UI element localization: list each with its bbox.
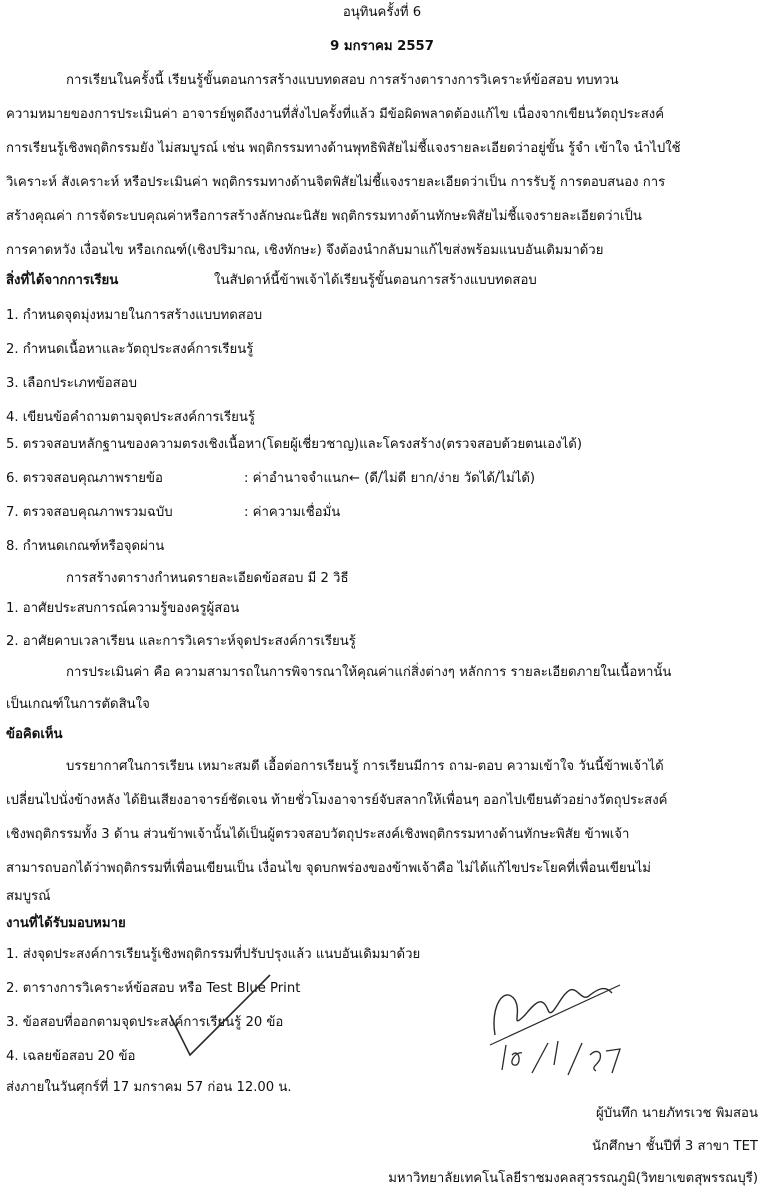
step-item: 7. ตรวจสอบคุณภาพรวมฉบับ bbox=[6, 505, 173, 520]
step-item: 3. เลือกประเภทข้อสอบ bbox=[6, 376, 137, 391]
step-6-detail: : ค่าอำนาจจำแนก← (ดี/ไม่ดี ยาก/ง่าย วัดได้/ไม่ได้) bbox=[244, 471, 536, 486]
step-item: 1. กำหนดจุดมุ่งหมายในการสร้างแบบทดสอบ bbox=[6, 308, 263, 323]
learned-lead: ในสัปดาห์นี้ข้าพเจ้าได้เรียนรู้ขั้นตอนการสร้างแบบทดสอบ bbox=[214, 273, 537, 288]
evaluation-line: เป็นเกณฑ์ในการตัดสินใจ bbox=[6, 697, 150, 712]
opinion-line: เชิงพฤติกรรมทั้ง 3 ด้าน ส่วนข้าพเจ้านั้นได้เป็นผู้ตรวจสอบวัตถุประสงค์เชิงพฤติกรรมทางด้านทักษะพิสัย ข้าพเจ้า bbox=[6, 827, 630, 842]
table-method: 1. อาศัยประสบการณ์ความรู้ของครูผู้สอน bbox=[6, 601, 240, 616]
checkmark-stroke bbox=[170, 975, 270, 1055]
assignment-deadline: ส่งภายในวันศุกร์ที่ 17 มกราคม 57 ก่อน 12.00 น. bbox=[6, 1080, 292, 1095]
assignment-item: 3. ข้อสอบที่ออกตามจุดประสงค์การเรียนรู้ 20 ข้อ bbox=[6, 1015, 284, 1030]
table-method: 2. อาศัยคาบเวลาเรียน และการวิเคราะห์จุดประสงค์การเรียนรู้ bbox=[6, 634, 356, 649]
opinion-line: บรรยากาศในการเรียน เหมาะสมดี เอื้อต่อการเรียนรู้ การเรียนมีการ ถาม-ตอบ ความเข้าใจ วันนี้ข้าพเจ้าได้ bbox=[66, 759, 664, 774]
intro-line: วิเคราะห์ สังเคราะห์ หรือประเมินค่า พฤติกรรมทางด้านจิตพิสัยไม่ชี้แจงรายละเอียดว่าเป็น การรับรู้ การตอบสนอง การ bbox=[6, 175, 666, 190]
opinion-line: เปลี่ยนไปนั่งข้างหลัง ได้ยินเสียงอาจารย์ชัดเจน ท้ายชั่วโมงอาจารย์จับสลากให้เพื่อนๆ ออกไปเขียนตัวอย่างวัตถุประสงค์ bbox=[6, 793, 668, 808]
step-item: 6. ตรวจสอบคุณภาพรายข้อ bbox=[6, 471, 163, 486]
opinion-heading: ข้อคิดเห็น bbox=[6, 727, 63, 742]
opinion-line: สามารถบอกได้ว่าพฤติกรรมที่เพื่อนเขียนเป็น เงื่อนไข จุดบกพร่องของข้าพเจ้าคือ ไม่ได้แก้ไขประโยคที่เพื่อนเขียนไม่ bbox=[6, 861, 651, 876]
intro-line: การเรียนในครั้งนี้ เรียนรู้ขั้นตอนการสร้างแบบทดสอบ การสร้างตารางการวิเคราะห์ข้อสอบ ทบทวน bbox=[66, 73, 619, 88]
date-scribble bbox=[502, 1041, 620, 1075]
learned-heading: สิ่งที่ได้จากการเรียน bbox=[6, 273, 119, 288]
page-title: อนุทินครั้งที่ 6 bbox=[342, 5, 422, 20]
intro-line: การคาดหวัง เงื่อนไข หรือเกณฑ์(เชิงปริมาณ, เชิงทักษะ) จึงต้องนำกลับมาแก้ไขส่งพร้อมแนบอันเดิมมาด้วย bbox=[6, 243, 604, 258]
step-item: 2. กำหนดเนื้อหาและวัตถุประสงค์การเรียนรู้ bbox=[6, 342, 254, 357]
table-lead: การสร้างตารางกำหนดรายละเอียดข้อสอบ มี 2 วิธี bbox=[66, 571, 349, 586]
step-7-detail: : ค่าความเชื่อมั่น bbox=[244, 505, 341, 520]
signature-underline bbox=[490, 985, 620, 1045]
step-item: 8. กำหนดเกณฑ์หรือจุดผ่าน bbox=[6, 539, 165, 554]
step-item: 5. ตรวจสอบหลักฐานของความตรงเชิงเนื้อหา(โดยผู้เชี่ยวชาญ)และโครงสร้าง(ตรวจสอบด้วยตนเองได้) bbox=[6, 437, 582, 452]
intro-line: การเรียนรู้เชิงพฤติกรรมยัง ไม่สมบูรณ์ เช่น พฤติกรรมทางด้านพุทธิพิสัยไม่ชี้แจงรายละเอียดว่าอยู่ขั้น รู้จำ เข้าใจ นำไปใช้ bbox=[6, 141, 681, 156]
evaluation-line: การประเมินค่า คือ ความสามารถในการพิจารณาให้คุณค่าแก่สิ่งต่างๆ หลักการ รายละเอียดภายในเนื้อหานั้น bbox=[66, 665, 672, 680]
assignment-item: 2. ตารางการวิเคราะห์ข้อสอบ หรือ Test Blue Print bbox=[6, 981, 301, 996]
footer-university: มหาวิทยาลัยเทคโนโลยีราชมงคลสุวรรณภูมิ(วิทยาเขตสุพรรณบุรี) bbox=[388, 1171, 758, 1186]
intro-line: สร้างคุณค่า การจัดระบบคุณค่าหรือการสร้างลักษณะนิสัย พฤติกรรมทางด้านทักษะพิสัยไม่ชี้แจงรายละเอียดว่าเป็น bbox=[6, 209, 642, 224]
intro-line: ความหมายของการประเมินค่า อาจารย์พูดถึงงานที่สั่งไปครั้งที่แล้ว มีข้อผิดพลาดต้องแก้ไข เนื่องจากเขียนวัตถุประสงค์ bbox=[6, 107, 665, 122]
footer-recorder: ผู้บันทึก นายภัทรเวช พิมสอน bbox=[595, 1106, 758, 1121]
assignment-item: 4. เฉลยข้อสอบ 20 ข้อ bbox=[6, 1049, 136, 1064]
opinion-line: สมบูรณ์ bbox=[6, 889, 51, 904]
footer-student: นักศึกษา ชั้นปีที่ 3 สาขา TET bbox=[592, 1139, 758, 1154]
assignment-heading: งานที่ได้รับมอบหมาย bbox=[6, 916, 126, 931]
page-date: 9 มกราคม 2557 bbox=[330, 39, 434, 54]
handwritten-signature bbox=[150, 955, 650, 1085]
assignment-item: 1. ส่งจุดประสงค์การเรียนรู้เชิงพฤติกรรมที่ปรับปรุงแล้ว แนบอันเดิมมาด้วย bbox=[6, 947, 421, 962]
step-item: 4. เขียนข้อคำถามตามจุดประสงค์การเรียนรู้ bbox=[6, 410, 255, 425]
signature-stroke bbox=[494, 989, 612, 1035]
